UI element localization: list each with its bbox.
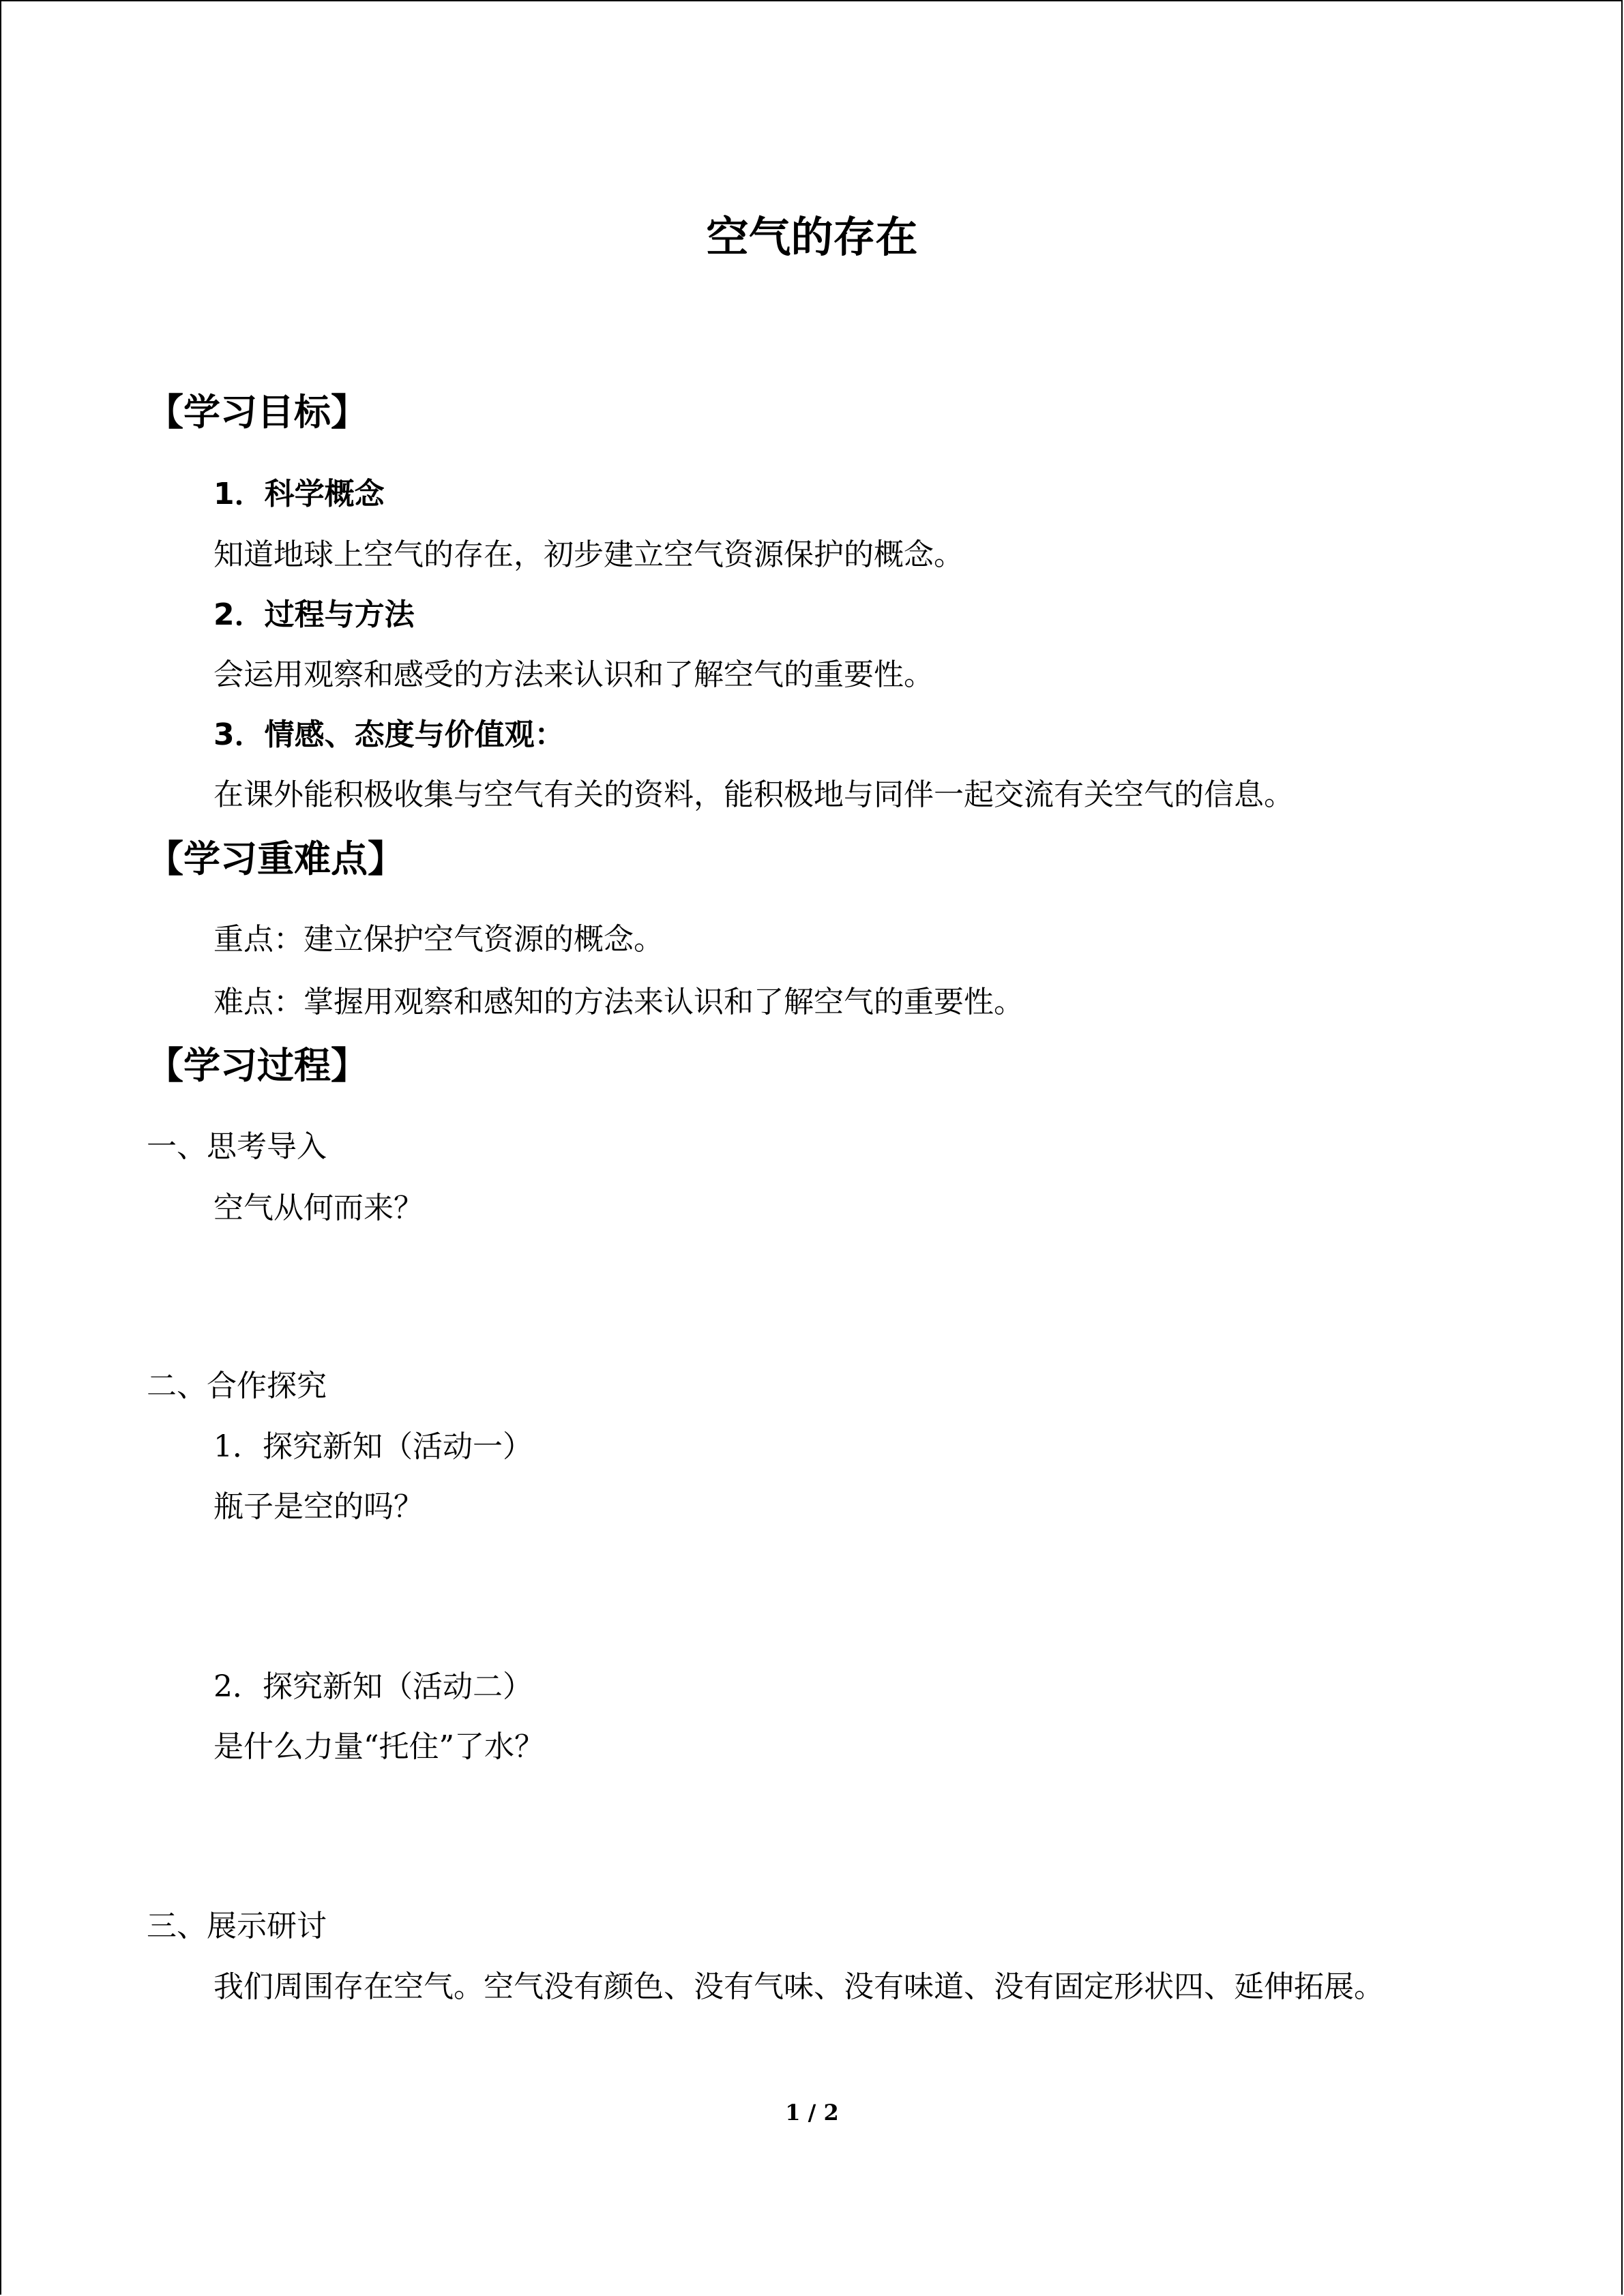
- part-1-heading: 一、思考导入: [147, 1129, 327, 1164]
- part-3-heading: 三、展示研讨: [147, 1909, 327, 1943]
- document-title: 空气的存在: [706, 212, 918, 262]
- part-2-heading: 二、合作探究: [147, 1369, 327, 1403]
- section-heading-process: 【学习过程】: [147, 1044, 368, 1087]
- section-heading-objectives: 【学习目标】: [147, 391, 368, 434]
- objective-3-text: 在课外能积极收集与空气有关的资料，能积极地与同伴一起交流有关空气的信息。: [213, 777, 1294, 812]
- activity-2-heading: 2．探究新知（活动二）: [213, 1669, 533, 1704]
- section-heading-key-points: 【学习重难点】: [147, 837, 404, 880]
- activity-1-text: 瓶子是空的吗？: [213, 1489, 424, 1524]
- objective-1-text: 知道地球上空气的存在，初步建立空气资源保护的概念。: [213, 537, 964, 572]
- difficult-point-text: 难点：掌握用观察和感知的方法来认识和了解空气的重要性。: [213, 985, 1024, 1019]
- part-3-text: 我们周围存在空气。空气没有颜色、没有气味、没有味道、没有固定形状四、延伸拓展。: [213, 1969, 1384, 2004]
- activity-1-heading: 1．探究新知（活动一）: [213, 1429, 533, 1464]
- page-number: 1 / 2: [785, 2100, 839, 2126]
- objective-3-heading: 3．情感、态度与价值观：: [213, 717, 565, 752]
- objective-2-heading: 2．过程与方法: [213, 597, 415, 632]
- activity-2-text: 是什么力量“托住”了水？: [213, 1729, 544, 1764]
- key-point-text: 重点：建立保护空气资源的概念。: [213, 922, 664, 957]
- objective-2-text: 会运用观察和感受的方法来认识和了解空气的重要性。: [213, 657, 934, 692]
- objective-1-heading: 1．科学概念: [213, 477, 385, 511]
- part-1-text: 空气从何而来？: [213, 1191, 424, 1225]
